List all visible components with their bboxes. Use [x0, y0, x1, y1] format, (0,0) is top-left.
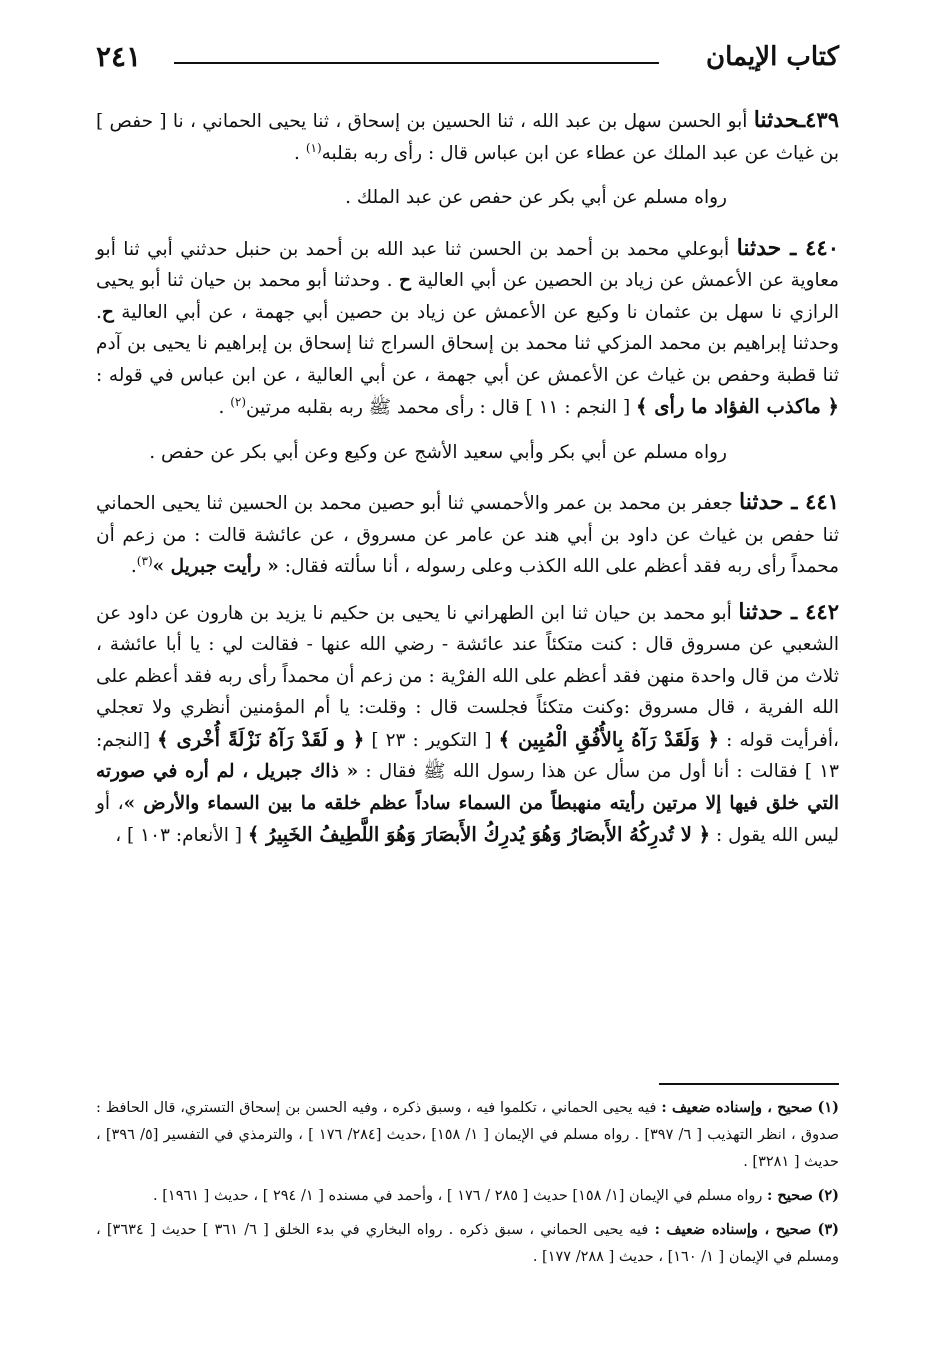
hadith-text: [ النجم : ١١ ] قال : رأى محمد ﷺ ربه بقلبه مرتين: [246, 397, 637, 418]
footnote-label: (١): [817, 1099, 840, 1116]
hadith-text: . وحدثنا إبراهيم بن محمد المزكي ثنا محمد بن إسحاق السراج ثنا إسحاق بن إبراهيم نا يحيى بن آدم ثنا قطبة وحفص بن غياث عن الأعمش عن أبي جهمة ، عن أبي العالية ، عن ابن عباس في قوله :: [96, 301, 839, 386]
tahwil-mark: ح: [101, 301, 114, 323]
chapter-title: كتاب الإيمان: [705, 42, 839, 72]
hadith-text: [ التكوير : ٢٣ ]: [364, 729, 499, 751]
footnote-ref: (٣): [136, 553, 153, 568]
footnote-text: فيه يحيى الحماني ، تكلموا فيه ، وسبق ذكره ، وفيه الحسن بن إسحاق التستري، قال الحافظ : صدوق ، انظر التهذيب [ ٦/ ٣٩٧] . رواه مسلم في الإيمان [ ١/ ١٥٨] ،حديث [٢٨٤/ ١٧٦ ] ، والترمذي في التفسير [٥/ ٣٩٦] ، حديث [ ٣٢٨١] .: [96, 1100, 840, 1170]
hadith-number: ٤٤١: [805, 489, 839, 514]
hadith-number: ٤٤٢: [805, 598, 839, 624]
quran-verse: ﴿ لا تُدرِكُهُ الأَبصَارُ وَهُوَ يُدرِكُ الأَبصَارَ وَهُوَ اللَّطِيفُ الخَبِيرُ ﴾: [247, 823, 711, 846]
tahwil-mark: ح: [399, 270, 411, 291]
hadith-dash: ـ: [783, 598, 806, 624]
quran-verse: ﴿ وَلَقَدْ رَآهُ بِالأُفُقِ الْمُبِين ﴾: [498, 727, 720, 751]
footnote-text: فيه يحيى الحماني ، سبق ذكره . رواه البخاري في بدء الخلق [ ٦/ ٣٦١ ] حديث [ ٣٦٣٤] ، ومسلم في الإيمان [ ١/ ١٦٠] ، حديث [ ٢٨٨/ ١٧٧] .: [96, 1222, 839, 1265]
hadith-text: جعفر بن محمد بن عمر والأحمسي ثنا أبو حصين محمد بن الحسين ثنا يحيى الحماني ثنا حفص بن غياث عن داود بن أبي هند عن عامر عن مسروق ، عن عائشة قالت : من زعم أن محمداً رأى ربه فقد أعظم على الله الكذب وعلى رسوله ، أنا سألته فقال:: [96, 493, 839, 577]
hadith-end: .: [294, 142, 306, 164]
hadith-440: [96, 232, 839, 424]
header-rule: [174, 62, 659, 64]
footnote-ref: (١): [305, 140, 322, 155]
hadith-text: أبوعلي محمد بن أحمد بن الحسن ثنا عبد الله بن أحمد بن حنبل حدثني أبي ثنا أبو معاوية عن الأعمش عن زياد بن الحصين عن أبي العالية: [96, 238, 840, 291]
footnote-label: (٣): [817, 1221, 840, 1238]
footnote-grade: صحيح ، وإسناده ضعيف :: [661, 1099, 813, 1116]
page-number: ٢٤١: [96, 40, 142, 73]
hadith-dash: ـ: [781, 234, 806, 260]
footnote-ref: (٢): [230, 394, 247, 409]
quran-verse: ﴿ و لَقَدْ رَآهُ نَزْلَةً أُخْرى ﴾: [157, 727, 365, 751]
footnote-1: [96, 1094, 839, 1176]
hadith-number: ٤٣٩: [805, 107, 839, 132]
hadith-end: .: [130, 556, 137, 577]
footnote-rule: [659, 1083, 839, 1085]
hadith-dash: ـ: [799, 107, 806, 132]
footnote-grade: صحيح :: [767, 1187, 813, 1204]
main-text: [96, 104, 839, 865]
hadith-text: [ الأنعام: ١٠٣ ] ،: [115, 825, 248, 846]
running-header: [96, 38, 839, 86]
footnote-grade: صحيح ، وإسناده ضعيف :: [654, 1221, 812, 1238]
haddathana-word: حدثنا: [736, 234, 782, 261]
hadith-text: [النجم: ١٣ ] فقالت : أنا أول من سأل عن هذا رسول الله ﷺ فقال :: [96, 729, 839, 782]
haddathana-word: حدثنا: [753, 107, 799, 133]
haddathana-word: حدثنا: [738, 489, 784, 515]
hadith-dash: ـ: [783, 489, 806, 514]
footnotes: [96, 1094, 839, 1277]
hadith-text: . وحدثنا أبو محمد بن حيان ثنا أبو يحيى الرازي نا سهل بن عثمان نا وكيع عن الأعمش عن زياد بن حصين أبي جهمة ، عن أبي العالية: [96, 270, 839, 323]
prophetic-quote: « ذاك جبريل ، لم أره في صورته التي خلق فيها إلا مرتين رأيته منهبطاً من السماء ساداً عظم خلقه ما بين السماء والأرض »: [96, 761, 839, 814]
footnote-3: [96, 1216, 839, 1271]
prophetic-quote: « رأيت جبريل »: [152, 556, 279, 577]
hadith-text: أبو الحسن سهل بن عبد الله ، ثنا الحسين بن إسحاق ، ثنا يحيى الحماني ، نا [ حفص ] بن غياث عن عبد الملك عن عطاء عن ابن عباس قال : رأى ربه بقلبه: [96, 111, 839, 164]
footnote-text: رواه مسلم في الإيمان [١/ ١٥٨] حديث [ ٢٨٥ / ١٧٦ ] ، وأحمد في مسنده [ ١/ ٢٩٤ ] ، حديث [ ١٩٦١] .: [153, 1188, 768, 1204]
footnote-2: [96, 1182, 839, 1210]
hadith-text: أبو محمد بن حيان ثنا ابن الطهراني نا يحيى بن حكيم نا يزيد بن هارون عن داود عن الشعبي عن مسروق قال : كنت متكئاً عند عائشة - رضي الله عنها - فقالت لي : يا أبا عائشة ، ثلاث من قال واحدة منهن فقد أعظم على الله الفرْية : من زعم أن محمداً رأى ربه فقد أعظم على الله الفرية ، قال مسروق :وكنت متكئاً فجلست قال : وقلت: يا أم المؤمنين أنظري ولا تعجلي ،أفرأيت قوله :: [96, 602, 840, 751]
footnote-label: (٢): [817, 1187, 839, 1204]
hadith-442: [96, 596, 839, 852]
riwaya-440: رواه مسلم عن أبي بكر وأبي سعيد الأشج عن وكيع وعن أبي بكر عن حفص .: [149, 441, 727, 463]
riwaya-439: رواه مسلم عن أبي بكر عن حفص عن عبد الملك .: [345, 187, 727, 208]
hadith-text: ، أو ليس الله يقول :: [96, 792, 839, 846]
haddathana-word: حدثنا: [738, 598, 784, 625]
quran-verse: ﴿ ماكذب الفؤاد ما رأى ﴾: [636, 395, 839, 418]
hadith-439: [96, 104, 839, 169]
hadith-end: .: [218, 397, 231, 418]
hadith-number: ٤٤٠: [805, 234, 839, 260]
hadith-441: [96, 486, 839, 583]
